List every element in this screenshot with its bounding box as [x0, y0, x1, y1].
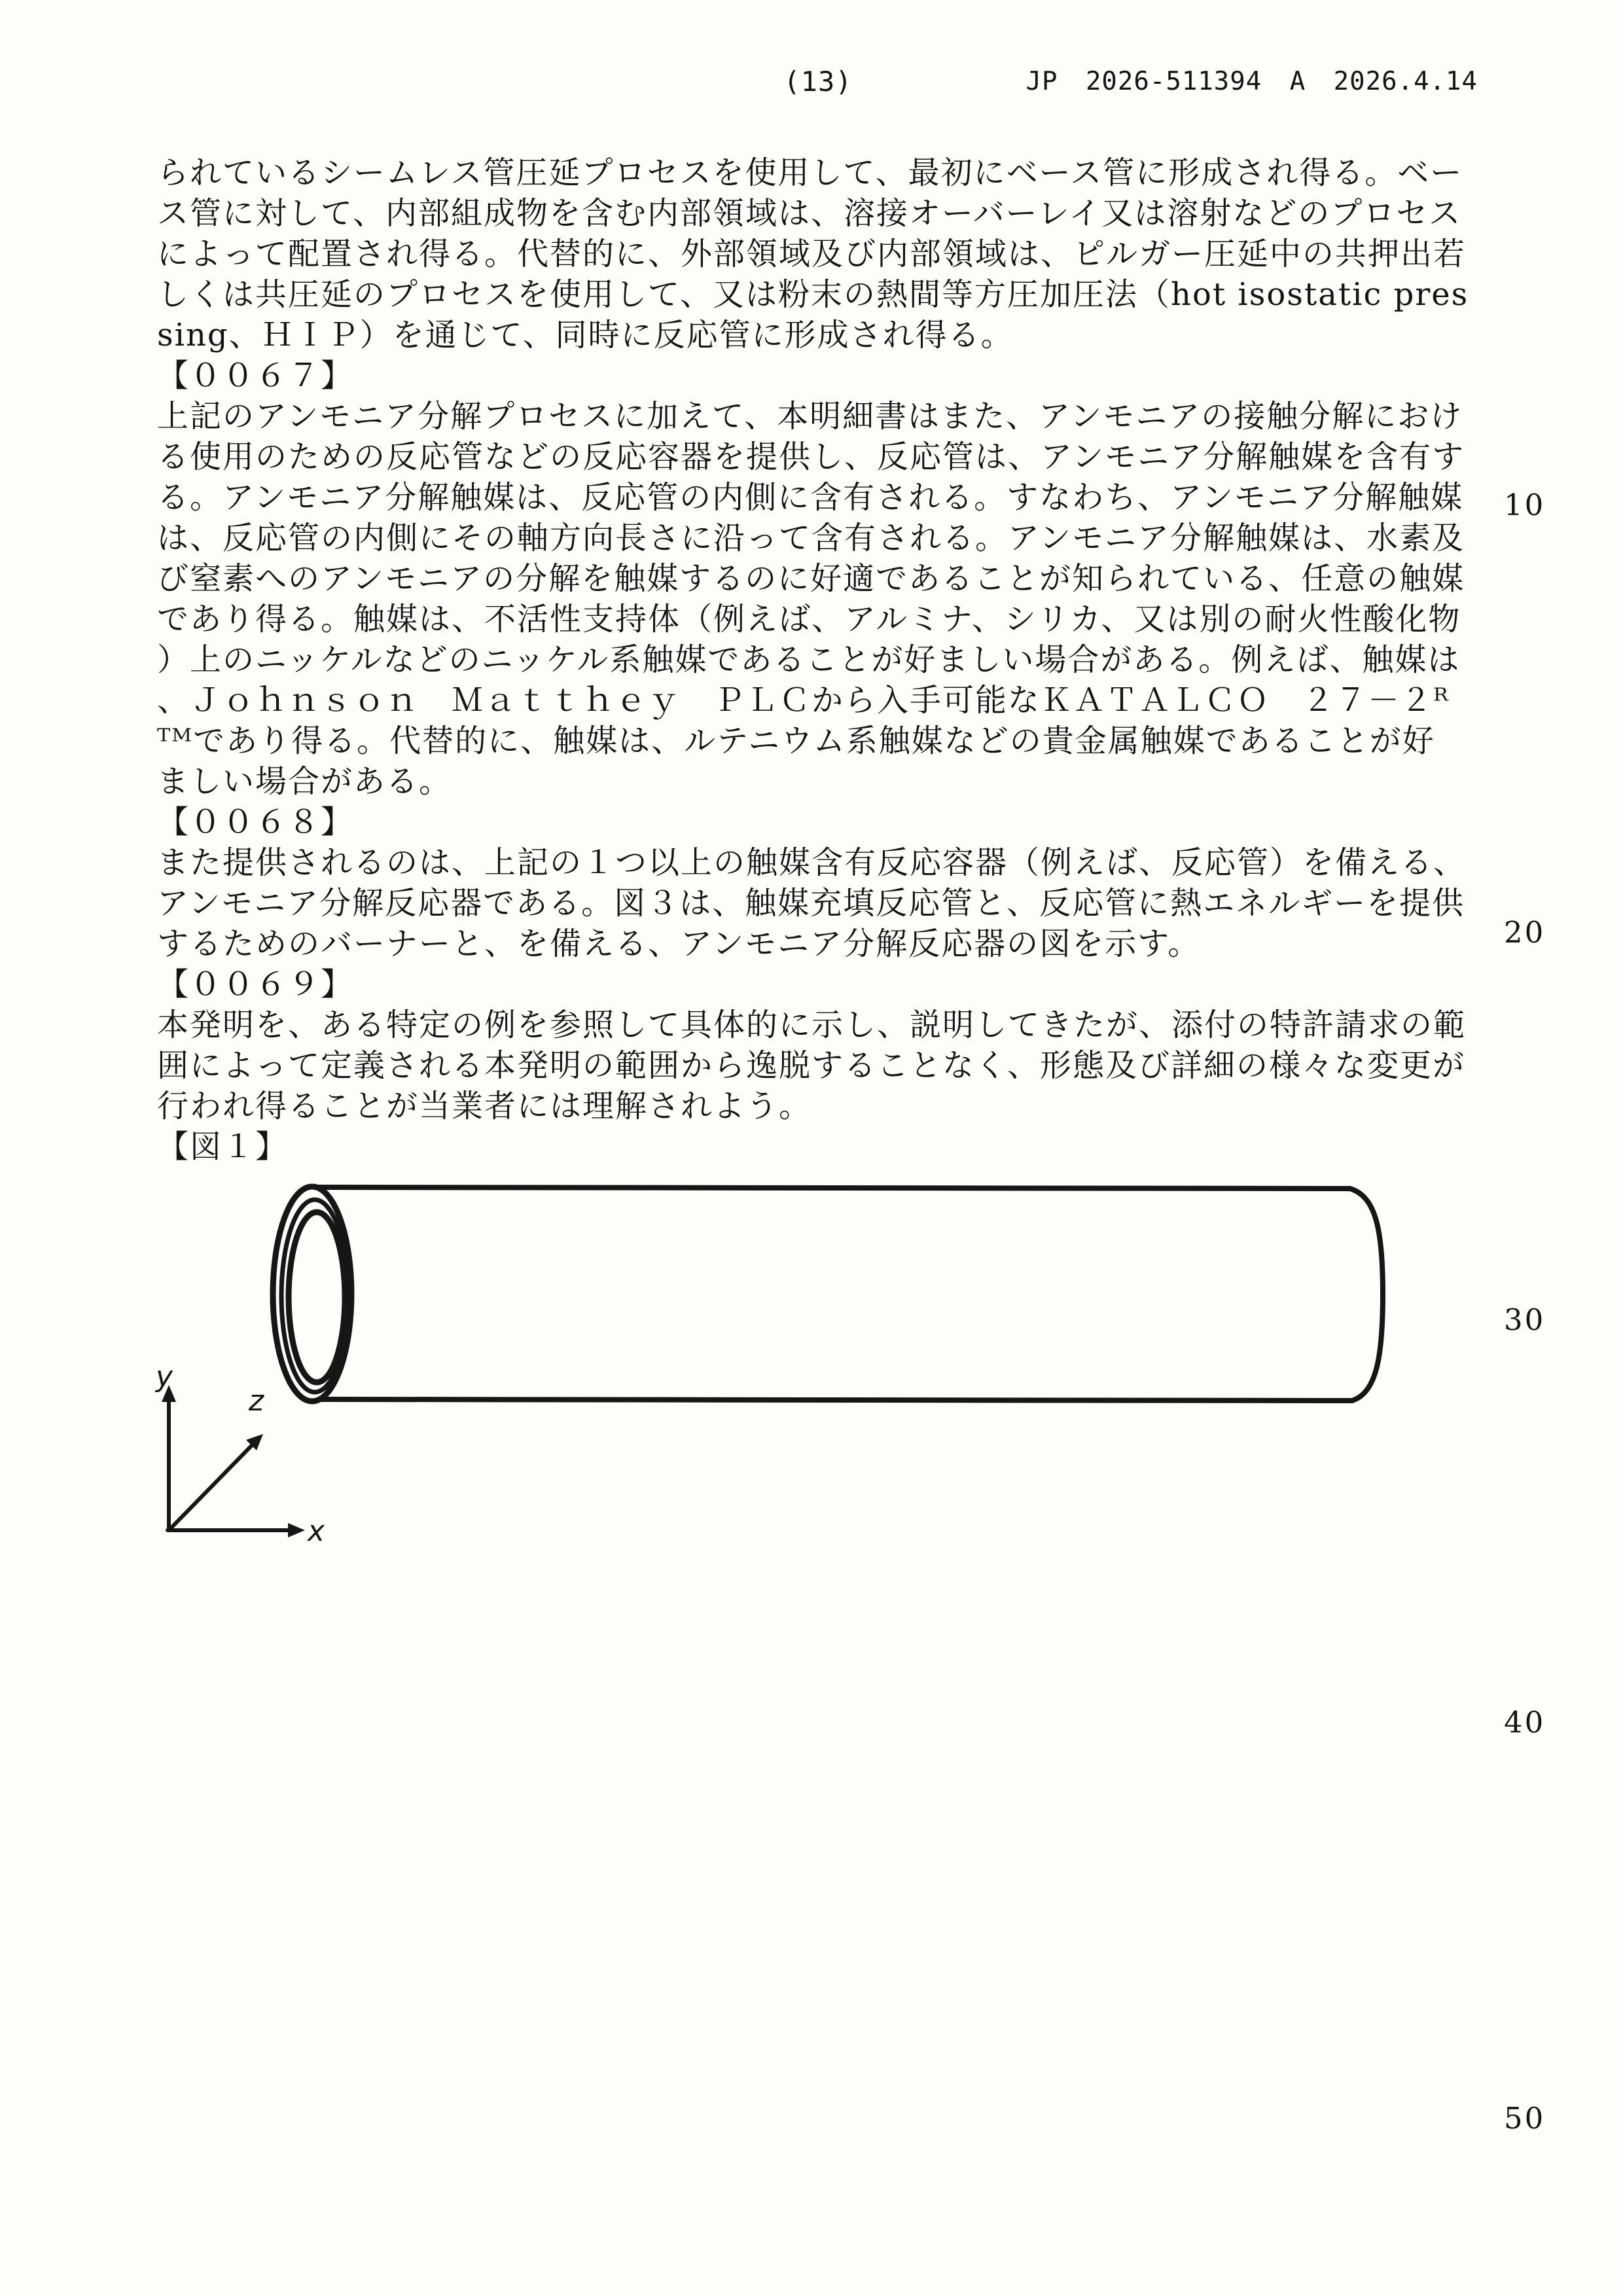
text-line: ᵀᴹであり得る。代替的に、触媒は、ルテニウム系触媒などの貴金属触媒であることが好 [157, 723, 1435, 759]
paragraph-number-0068: 【００６８】 [157, 804, 354, 840]
text-line: ましい場合がある。 [157, 763, 452, 800]
text-line: は、反応管の内側にその軸方向長さに沿って含有される。アンモニア分解触媒は、水素及 [157, 520, 1465, 556]
text-line: び窒素へのアンモニアの分解を触媒するのに好適であることが知られている、任意の触媒 [157, 560, 1465, 597]
margin-line-number: 30 [1504, 1302, 1546, 1337]
tube-end-cap [1350, 1189, 1383, 1401]
tube-inner-wall-ellipse [289, 1212, 345, 1382]
text-line: であり得る。触媒は、不活性支持体（例えば、アルミナ、シリカ、又は別の耐火性酸化物 [157, 601, 1461, 637]
text-line: る。アンモニア分解触媒は、反応管の内側に含有される。すなわち、アンモニア分解触媒 [157, 479, 1464, 516]
figure-1-caption: 【図１】 [157, 1128, 289, 1165]
text-line: 囲によって定義される本発明の範囲から逸脱することなく、形態及び詳細の様々な変更が [157, 1047, 1466, 1084]
z-axis-label: z [249, 1384, 264, 1418]
text-line: ）上のニッケルなどのニッケル系触媒であることが好ましい場合がある。例えば、触媒は [157, 641, 1461, 678]
page-number: (13) [783, 65, 853, 98]
margin-line-number: 10 [1504, 488, 1546, 522]
text-line: 上記のアンモニア分解プロセスに加えて、本明細書はまた、アンモニアの接触分解におけ [157, 398, 1463, 435]
text-line: アンモニア分解反応器である。図３は、触媒充填反応管と、反応管に熱エネルギーを提供 [157, 885, 1465, 922]
patent-body-text [157, 152, 1505, 1167]
text-line: る使用のための反応管などの反応容器を提供し、反応管は、アンモニア分解触媒を含有す [157, 439, 1465, 475]
text-line: によって配置され得る。代替的に、外部領域及び内部領域は、ピルガー圧延中の共押出若 [157, 236, 1467, 272]
margin-line-number: 20 [1504, 915, 1546, 950]
text-line: ス管に対して、内部組成物を含む内部領域は、溶接オーバーレイ又は溶射などのプロセス [157, 195, 1462, 232]
paragraph-number-0069: 【００６９】 [157, 966, 354, 1003]
margin-line-number: 40 [1504, 1705, 1546, 1740]
text-line: 本発明を、ある特定の例を参照して具体的に示し、説明してきたが、添付の特許請求の範 [157, 1007, 1467, 1043]
text-line: られているシームレス管圧延プロセスを使用して、最初にベース管に形成され得る。ベー [157, 154, 1463, 191]
x-axis-label: x [308, 1515, 325, 1548]
tube-outer-wall-ellipse [273, 1187, 351, 1401]
y-axis-label: y [156, 1360, 173, 1393]
paragraph-number-0067: 【００６７】 [157, 357, 354, 394]
text-line: 行われ得ることが当業者には理解されよう。 [157, 1088, 812, 1124]
text-line: 、Ｊｏｈｎｓｏｎ Ｍａｔｔｈｅｙ ＰＬＣから入手可能なＫＡＴＡＬＣＯ ２７－２ᴿ [157, 682, 1450, 719]
text-line: するためのバーナーと、を備える、アンモニア分解反応器の図を示す。 [157, 925, 1201, 962]
z-axis [169, 1442, 255, 1530]
text-line: また提供されるのは、上記の１つ以上の触媒含有反応容器（例えば、反応管）を備える、 [157, 844, 1467, 881]
text-line: しくは共圧延のプロセスを使用して、又は粉末の熱間等方圧加圧法（hot isostatic pres [157, 276, 1469, 313]
tube-bottom-edge [319, 1399, 1352, 1401]
publication-number: JP 2026-511394 A 2026.4.14 [1026, 67, 1478, 96]
figure-1-drawing [98, 1152, 1440, 1571]
tube-top-edge [315, 1187, 1350, 1189]
text-line: sing、ＨＩＰ）を通じて、同時に反応管に形成され得る。 [157, 317, 1014, 353]
x-axis-arrowhead [288, 1523, 305, 1537]
margin-line-number: 50 [1504, 2101, 1546, 2136]
